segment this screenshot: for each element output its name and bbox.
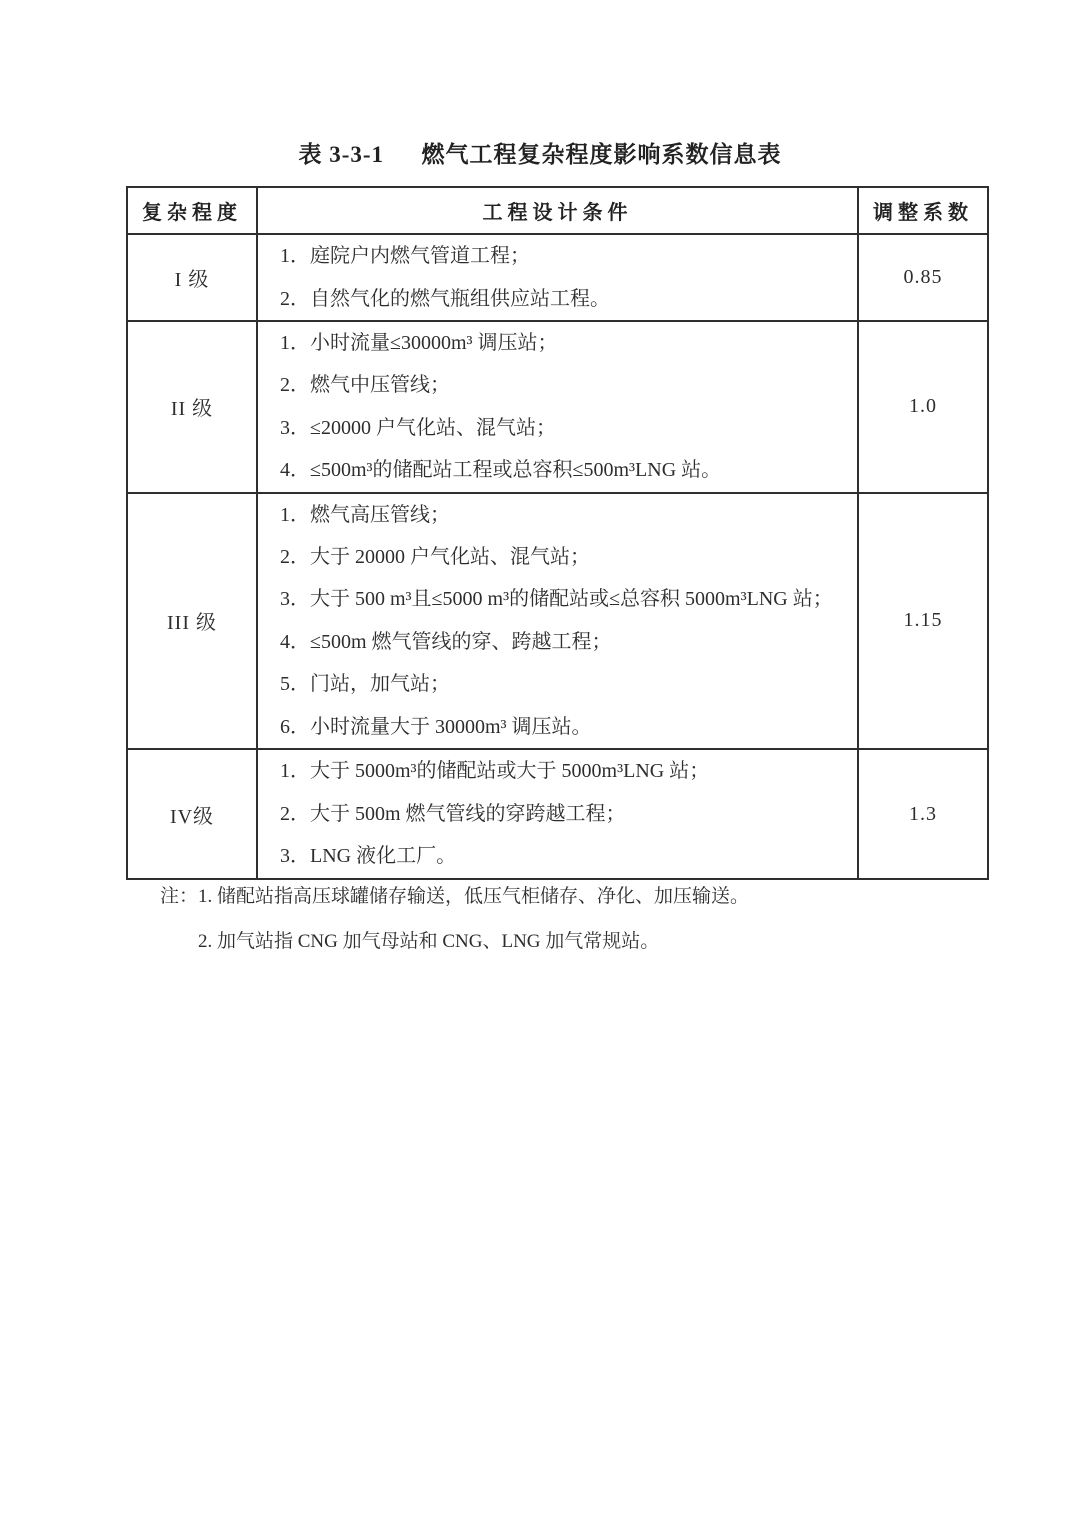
condition-item: 6．小时流量大于 30000m³ 调压站。: [280, 715, 592, 738]
condition-item: 2．大于 20000 户气化站、混气站；: [280, 546, 590, 569]
table-header-row: [127, 187, 988, 234]
notes-label: 注：: [160, 886, 199, 907]
condition-item: 1．大于 5000m³的储配站或大于 5000m³LNG 站；: [280, 760, 710, 783]
table-title: 表 3-3-1 燃气工程复杂程度影响系数信息表: [298, 142, 782, 167]
condition-item: 2．大于 500m 燃气管线的穿跨越工程；: [280, 802, 626, 825]
conditions-cell: [257, 234, 858, 321]
condition-item: 1．燃气高压管线；: [280, 503, 450, 526]
condition-item: 1．庭院户内燃气管道工程；: [280, 245, 530, 268]
coefficient-cell: 1.15: [858, 493, 988, 749]
coefficient-cell: 1.3: [858, 749, 988, 879]
condition-item: 4．≤500m 燃气管线的穿、跨越工程；: [280, 630, 612, 653]
header-design-conditions: 工程设计条件: [257, 187, 858, 234]
level-cell: II 级: [127, 321, 257, 493]
note-text: 1. 储配站指高压球罐储存输送，低压气柜储存、净化、加压输送。: [198, 886, 750, 907]
level-cell: IV级: [127, 749, 257, 879]
note-text: 2. 加气站指 CNG 加气母站和 CNG、LNG 加气常规站。: [198, 931, 660, 952]
conditions-cell: [257, 749, 858, 879]
note-line-2: [198, 929, 749, 955]
header-adjustment-coefficient: 调整系数: [858, 187, 988, 234]
condition-item: 1．小时流量≤30000m³ 调压站；: [280, 332, 558, 354]
condition-item: 2．自然气化的燃气瓶组供应站工程。: [280, 287, 610, 310]
table-notes: [160, 884, 749, 974]
conditions-cell: [257, 493, 858, 749]
note-line-1: [160, 884, 749, 910]
condition-item: 3．大于 500 m³且≤5000 m³的储配站或≤总容积 5000m³LNG 站；: [280, 588, 833, 611]
header-complexity-level: 复杂程度: [127, 187, 257, 234]
coefficient-cell: 1.0: [858, 321, 988, 493]
conditions-cell: [257, 321, 858, 493]
coefficient-cell: 0.85: [858, 234, 988, 321]
table-row-level-1: [127, 234, 988, 321]
table-row-level-2: [127, 321, 988, 493]
condition-item: 4．≤500m³的储配站工程或总容积≤500m³LNG 站。: [280, 459, 722, 482]
complexity-coefficient-table: [126, 186, 989, 880]
condition-item: 5．门站，加气站；: [280, 673, 450, 696]
condition-item: 2．燃气中压管线；: [280, 374, 450, 397]
condition-item: 3．LNG 液化工厂。: [280, 845, 457, 868]
level-cell: I 级: [127, 234, 257, 321]
table-row-level-4: [127, 749, 988, 879]
level-cell: III 级: [127, 493, 257, 749]
table-row-level-3: [127, 493, 988, 749]
condition-item: 3．≤20000 户气化站、混气站；: [280, 416, 556, 439]
